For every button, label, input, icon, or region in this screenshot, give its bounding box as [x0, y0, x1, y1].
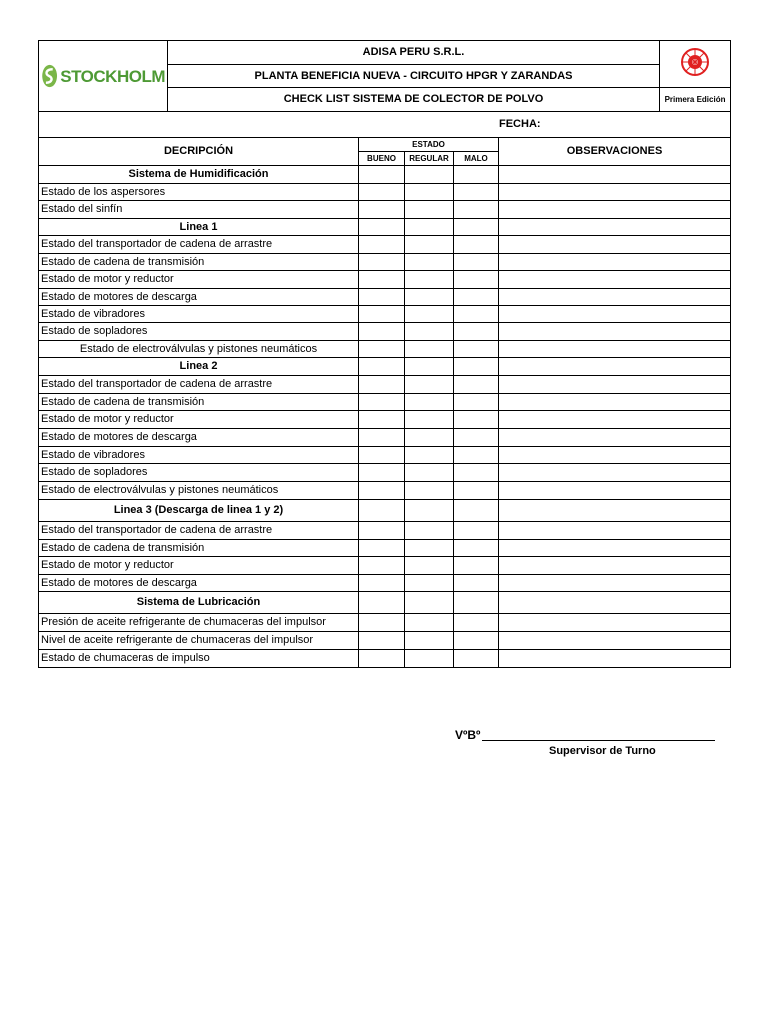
- item-description: Estado de electroválvulas y pistones neumáticos: [39, 482, 359, 500]
- regular-cell[interactable]: [405, 254, 454, 271]
- regular-cell[interactable]: [405, 376, 454, 394]
- item-description: Estado de electroválvulas y pistones neumáticos: [39, 341, 359, 358]
- bueno-cell[interactable]: [359, 522, 405, 540]
- regular-cell[interactable]: [405, 614, 454, 632]
- observaciones-cell[interactable]: [499, 323, 731, 341]
- item-description: Estado de motores de descarga: [39, 289, 359, 306]
- shougang-seal-icon: [675, 42, 715, 82]
- bueno-cell[interactable]: [359, 557, 405, 575]
- observaciones-cell[interactable]: [499, 614, 731, 632]
- malo-cell[interactable]: [454, 289, 499, 306]
- regular-cell[interactable]: [405, 464, 454, 482]
- bueno-cell[interactable]: [359, 464, 405, 482]
- observaciones-cell[interactable]: [499, 464, 731, 482]
- regular-cell[interactable]: [405, 411, 454, 429]
- bueno-cell[interactable]: [359, 254, 405, 271]
- bueno-cell[interactable]: [359, 376, 405, 394]
- malo-cell[interactable]: [454, 219, 499, 236]
- regular-cell[interactable]: [405, 592, 454, 614]
- bueno-cell[interactable]: [359, 447, 405, 464]
- section-row: [39, 592, 731, 614]
- malo-cell[interactable]: [454, 575, 499, 592]
- malo-cell[interactable]: [454, 184, 499, 201]
- table-row: [39, 306, 731, 323]
- bueno-cell[interactable]: [359, 219, 405, 236]
- item-description: Estado del transportador de cadena de arrastre: [39, 376, 359, 394]
- table-row: [39, 650, 731, 668]
- regular-cell[interactable]: [405, 447, 454, 464]
- observaciones-cell[interactable]: [499, 254, 731, 271]
- bueno-cell[interactable]: [359, 540, 405, 557]
- vobo-label: VºBº: [455, 728, 481, 742]
- item-description: Estado de motor y reductor: [39, 557, 359, 575]
- shougang-logo: [660, 41, 731, 88]
- observaciones-cell[interactable]: [499, 429, 731, 447]
- observaciones-cell[interactable]: [499, 358, 731, 376]
- col-malo: MALO: [454, 152, 499, 166]
- observaciones-cell[interactable]: [499, 411, 731, 429]
- regular-cell[interactable]: [405, 482, 454, 500]
- malo-cell[interactable]: [454, 429, 499, 447]
- document-title: CHECK LIST SISTEMA DE COLECTOR DE POLVO: [168, 88, 660, 112]
- regular-cell[interactable]: [405, 166, 454, 184]
- regular-cell[interactable]: [405, 271, 454, 289]
- regular-cell[interactable]: [405, 184, 454, 201]
- malo-cell[interactable]: [454, 358, 499, 376]
- malo-cell[interactable]: [454, 632, 499, 650]
- bueno-cell[interactable]: [359, 592, 405, 614]
- malo-cell[interactable]: [454, 464, 499, 482]
- malo-cell[interactable]: [454, 500, 499, 522]
- col-regular: REGULAR: [405, 152, 454, 166]
- observaciones-cell[interactable]: [499, 271, 731, 289]
- section-title: Linea 2: [39, 358, 359, 376]
- bueno-cell[interactable]: [359, 236, 405, 254]
- observaciones-cell[interactable]: [499, 650, 731, 668]
- item-description: Estado de vibradores: [39, 447, 359, 464]
- table-row: [39, 341, 731, 358]
- section-title: Linea 1: [39, 219, 359, 236]
- table-row: [39, 411, 731, 429]
- item-description: Estado de cadena de transmisión: [39, 394, 359, 411]
- item-description: Estado del sinfín: [39, 201, 359, 219]
- observaciones-cell[interactable]: [499, 289, 731, 306]
- col-descripcion: DECRIPCIÓN: [39, 138, 359, 166]
- malo-cell[interactable]: [454, 447, 499, 464]
- table-row: [39, 184, 731, 201]
- table-row: [39, 632, 731, 650]
- table-row: [39, 614, 731, 632]
- plant-name: PLANTA BENEFICIA NUEVA - CIRCUITO HPGR Y ZARANDAS: [168, 65, 660, 88]
- section-row: [39, 358, 731, 376]
- malo-cell[interactable]: [454, 614, 499, 632]
- item-description: Nivel de aceite refrigerante de chumaceras del impulsor: [39, 632, 359, 650]
- bueno-cell[interactable]: [359, 429, 405, 447]
- bueno-cell[interactable]: [359, 575, 405, 592]
- malo-cell[interactable]: [454, 306, 499, 323]
- regular-cell[interactable]: [405, 289, 454, 306]
- table-row: [39, 323, 731, 341]
- regular-cell[interactable]: [405, 650, 454, 668]
- regular-cell[interactable]: [405, 306, 454, 323]
- malo-cell[interactable]: [454, 271, 499, 289]
- regular-cell[interactable]: [405, 358, 454, 376]
- item-description: Estado de sopladores: [39, 323, 359, 341]
- section-title: Sistema de Lubricación: [39, 592, 359, 614]
- regular-cell[interactable]: [405, 522, 454, 540]
- malo-cell[interactable]: [454, 522, 499, 540]
- table-row: [39, 447, 731, 464]
- item-description: Estado de vibradores: [39, 306, 359, 323]
- observaciones-cell[interactable]: [499, 376, 731, 394]
- checklist-sheet: [38, 40, 730, 668]
- bueno-cell[interactable]: [359, 306, 405, 323]
- observaciones-cell[interactable]: [499, 500, 731, 522]
- item-description: Estado de cadena de transmisión: [39, 540, 359, 557]
- table-row: [39, 271, 731, 289]
- observaciones-cell[interactable]: [499, 341, 731, 358]
- table-row: [39, 394, 731, 411]
- item-description: Estado de cadena de transmisión: [39, 254, 359, 271]
- regular-cell[interactable]: [405, 219, 454, 236]
- observaciones-cell[interactable]: [499, 540, 731, 557]
- bueno-cell[interactable]: [359, 614, 405, 632]
- fecha-label: FECHA:: [499, 118, 541, 130]
- bueno-cell[interactable]: [359, 411, 405, 429]
- fecha-field[interactable]: [39, 112, 731, 138]
- stockholm-leaf-icon: [41, 56, 58, 96]
- table-row: [39, 575, 731, 592]
- item-description: Presión de aceite refrigerante de chumaceras del impulsor: [39, 614, 359, 632]
- col-observaciones: OBSERVACIONES: [499, 138, 731, 166]
- section-title: Linea 3 (Descarga de linea 1 y 2): [39, 500, 359, 522]
- bueno-cell[interactable]: [359, 166, 405, 184]
- regular-cell[interactable]: [405, 236, 454, 254]
- observaciones-cell[interactable]: [499, 522, 731, 540]
- item-description: Estado de motor y reductor: [39, 271, 359, 289]
- section-row: [39, 219, 731, 236]
- section-title: Sistema de Humidificación: [39, 166, 359, 184]
- malo-cell[interactable]: [454, 236, 499, 254]
- malo-cell[interactable]: [454, 201, 499, 219]
- section-row: [39, 166, 731, 184]
- bueno-cell[interactable]: [359, 271, 405, 289]
- table-row: [39, 429, 731, 447]
- table-row: [39, 236, 731, 254]
- bueno-cell[interactable]: [359, 650, 405, 668]
- supervisor-label: Supervisor de Turno: [549, 745, 656, 757]
- regular-cell[interactable]: [405, 201, 454, 219]
- table-row: [39, 289, 731, 306]
- section-row: [39, 500, 731, 522]
- regular-cell[interactable]: [405, 500, 454, 522]
- regular-cell[interactable]: [405, 394, 454, 411]
- company-name: ADISA PERU S.R.L.: [168, 41, 660, 65]
- bueno-cell[interactable]: [359, 394, 405, 411]
- regular-cell[interactable]: [405, 632, 454, 650]
- edition-label: Primera Edición: [660, 88, 731, 112]
- item-description: Estado de motores de descarga: [39, 429, 359, 447]
- regular-cell[interactable]: [405, 341, 454, 358]
- table-row: [39, 201, 731, 219]
- malo-cell[interactable]: [454, 650, 499, 668]
- malo-cell[interactable]: [454, 592, 499, 614]
- stockholm-logo: [39, 41, 168, 112]
- malo-cell[interactable]: [454, 376, 499, 394]
- bueno-cell[interactable]: [359, 323, 405, 341]
- malo-cell[interactable]: [454, 557, 499, 575]
- malo-cell[interactable]: [454, 254, 499, 271]
- table-row: [39, 464, 731, 482]
- malo-cell[interactable]: [454, 341, 499, 358]
- bueno-cell[interactable]: [359, 500, 405, 522]
- table-row: [39, 376, 731, 394]
- signature-line[interactable]: [482, 740, 715, 741]
- observaciones-cell[interactable]: [499, 394, 731, 411]
- observaciones-cell[interactable]: [499, 184, 731, 201]
- observaciones-cell[interactable]: [499, 306, 731, 323]
- item-description: Estado de motores de descarga: [39, 575, 359, 592]
- observaciones-cell[interactable]: [499, 592, 731, 614]
- table-row: [39, 557, 731, 575]
- bueno-cell[interactable]: [359, 201, 405, 219]
- observaciones-cell[interactable]: [499, 447, 731, 464]
- bueno-cell[interactable]: [359, 341, 405, 358]
- observaciones-cell[interactable]: [499, 575, 731, 592]
- item-description: Estado de los aspersores: [39, 184, 359, 201]
- malo-cell[interactable]: [454, 482, 499, 500]
- bueno-cell[interactable]: [359, 289, 405, 306]
- malo-cell[interactable]: [454, 411, 499, 429]
- observaciones-cell[interactable]: [499, 166, 731, 184]
- malo-cell[interactable]: [454, 394, 499, 411]
- checklist-table: [38, 40, 731, 668]
- item-description: Estado del transportador de cadena de arrastre: [39, 236, 359, 254]
- observaciones-cell[interactable]: [499, 201, 731, 219]
- observaciones-cell[interactable]: [499, 482, 731, 500]
- observaciones-cell[interactable]: [499, 557, 731, 575]
- observaciones-cell[interactable]: [499, 236, 731, 254]
- table-row: [39, 540, 731, 557]
- table-row: [39, 522, 731, 540]
- regular-cell[interactable]: [405, 540, 454, 557]
- regular-cell[interactable]: [405, 429, 454, 447]
- col-bueno: BUENO: [359, 152, 405, 166]
- item-description: Estado de chumaceras de impulso: [39, 650, 359, 668]
- bueno-cell[interactable]: [359, 358, 405, 376]
- malo-cell[interactable]: [454, 540, 499, 557]
- item-description: Estado de sopladores: [39, 464, 359, 482]
- malo-cell[interactable]: [454, 166, 499, 184]
- bueno-cell[interactable]: [359, 632, 405, 650]
- stockholm-logo-text: STOCKHOLM: [60, 66, 165, 86]
- bueno-cell[interactable]: [359, 184, 405, 201]
- observaciones-cell[interactable]: [499, 219, 731, 236]
- regular-cell[interactable]: [405, 557, 454, 575]
- item-description: Estado de motor y reductor: [39, 411, 359, 429]
- item-description: Estado del transportador de cadena de arrastre: [39, 522, 359, 540]
- regular-cell[interactable]: [405, 575, 454, 592]
- table-row: [39, 254, 731, 271]
- malo-cell[interactable]: [454, 323, 499, 341]
- regular-cell[interactable]: [405, 323, 454, 341]
- observaciones-cell[interactable]: [499, 632, 731, 650]
- bueno-cell[interactable]: [359, 482, 405, 500]
- table-row: [39, 482, 731, 500]
- col-estado: ESTADO: [359, 138, 499, 152]
